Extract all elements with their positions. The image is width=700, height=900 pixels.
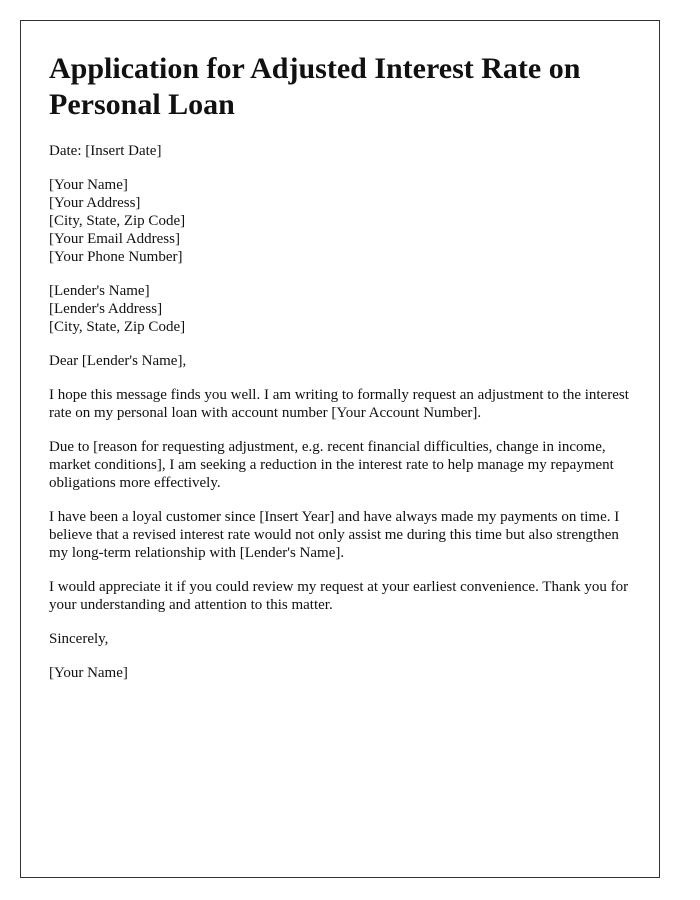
body-paragraph-1: I hope this message finds you well. I am writing to formally request an adjustment to the interest rate on my personal loan with account number [Your Account Number].	[49, 387, 629, 421]
recipient-city-state-zip: [City, State, Zip Code]	[49, 319, 186, 335]
salutation: Dear [Lender's Name],	[49, 353, 187, 369]
sender-email: [Your Email Address]	[49, 231, 180, 247]
letter-title: Application for Adjusted Interest Rate on Personal Loan	[49, 52, 581, 121]
body-paragraph-2: Due to [reason for requesting adjustment, e.g. recent financial difficulties, change in income, market conditions], I am seeking a reduction in the interest rate to help manage my repayment obligations more effectively.	[49, 439, 614, 491]
sender-name: [Your Name]	[49, 177, 128, 193]
recipient-address-block	[49, 282, 631, 336]
sender-address-block	[49, 176, 631, 266]
sender-phone: [Your Phone Number]	[49, 249, 183, 265]
body-paragraph-3: I have been a loyal customer since [Insert Year] and have always made my payments on time. I believe that a revised interest rate would not only assist me during this time but also strengthen my long-term relationship with [Lender's Name].	[49, 509, 620, 561]
recipient-name: [Lender's Name]	[49, 283, 150, 299]
closing: Sincerely,	[49, 631, 109, 647]
letter-page	[20, 20, 660, 878]
letter-date: Date: [Insert Date]	[49, 143, 162, 159]
sender-address: [Your Address]	[49, 195, 141, 211]
sender-city-state-zip: [City, State, Zip Code]	[49, 213, 186, 229]
recipient-address: [Lender's Address]	[49, 301, 163, 317]
signature: [Your Name]	[49, 665, 128, 681]
body-paragraph-4: I would appreciate it if you could review my request at your earliest convenience. Thank you for your understanding and attention to this matter.	[49, 579, 629, 613]
